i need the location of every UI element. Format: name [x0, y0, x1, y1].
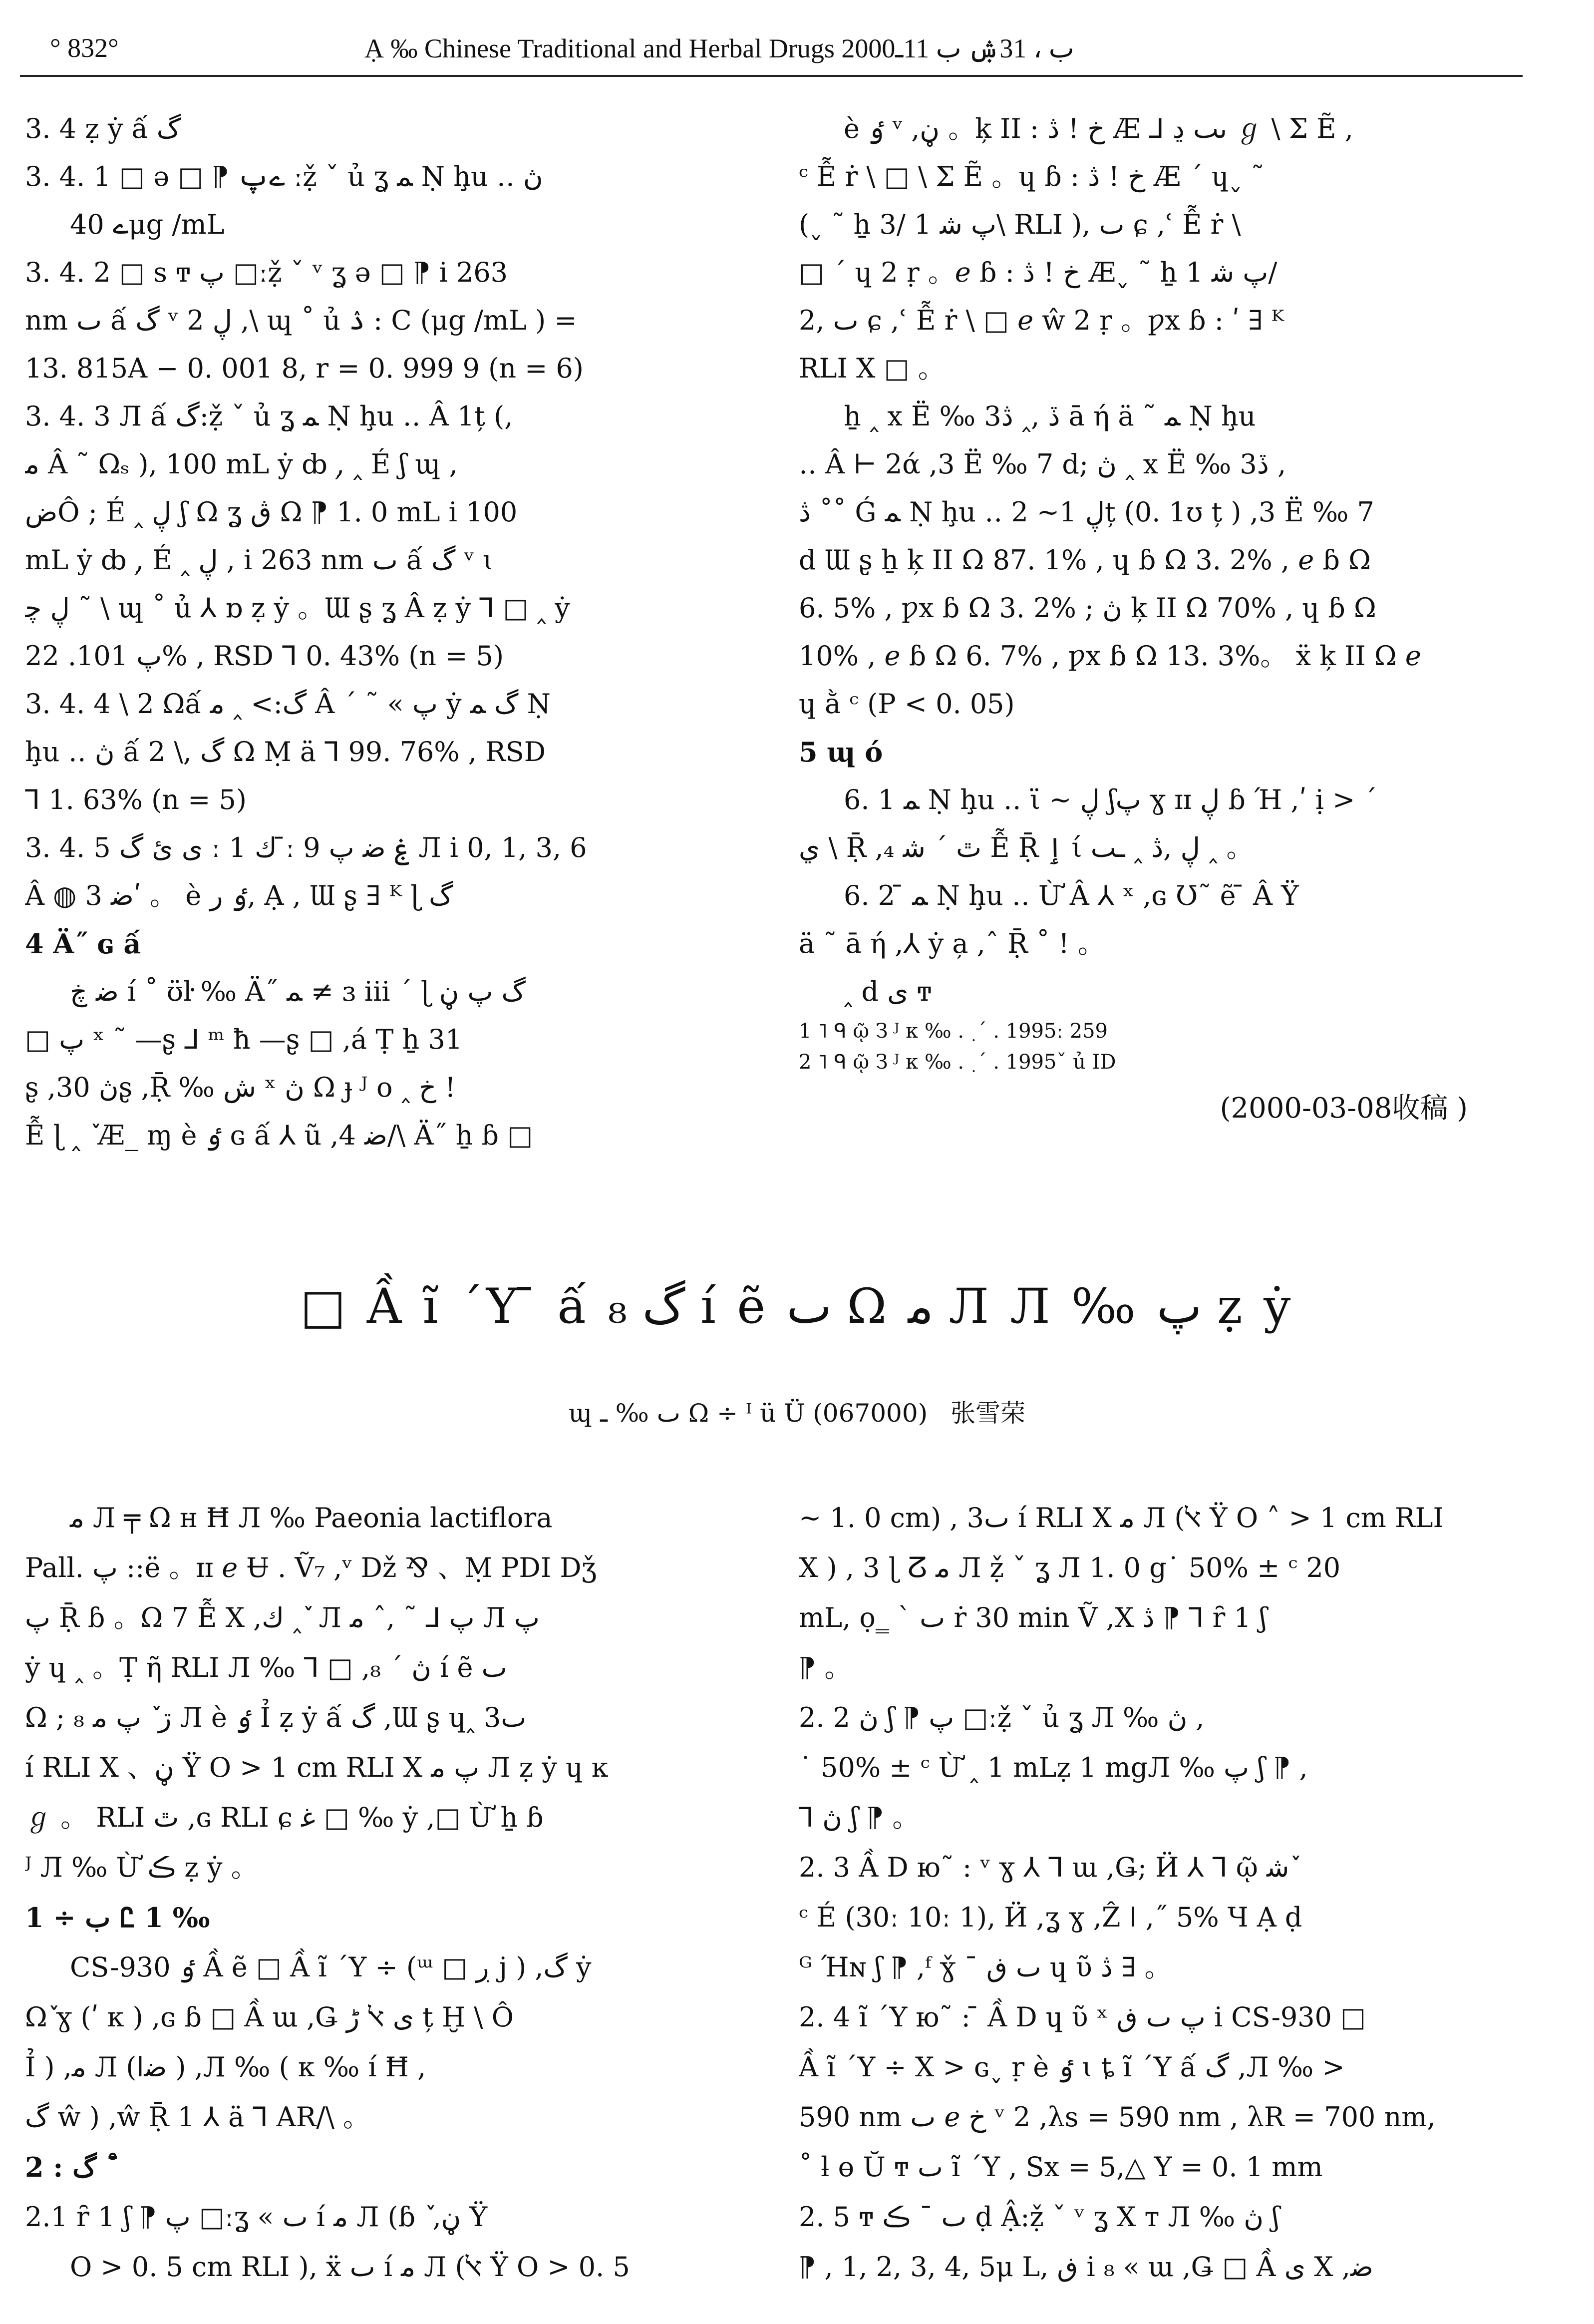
text-line: Ễ ɭ ‸ ٚ Æ_ ɱ è ٶ ɢ ấ ⅄ ũ ,ﺿ 4/\ Ä˝ ẖ ɓ □ [25, 1120, 533, 1151]
text-line: 3. 4. 5 ى ئ گ ː ك 1 ː̄ 9 ۼ ﺿ پ Л i 0, 1, 3, 6 [25, 832, 587, 863]
reference-item: 2 ˥ ᑫ ῷ З ᴶ ᴋ ‰ . ٜ ˊ . 1995ˇ ủ ID [799, 1051, 1116, 1074]
article2-title: □ Ầ ĩ ˊY ̄ ấ گ ₈ í ẽ ٮ Ω ﻣ Л Л ‰ پ ẓ ẏ [300, 1278, 1294, 1334]
text-line: پ 101. 22% , RSD ⅂ 0. 43% (n = 5) [25, 640, 504, 672]
text-line: 2. 3 Ầ D ю˜ : ᵛ ɣ ⅄ ⅂ ɯ ,Ǥ; Ӥ ⅄ ⅂ ῷ ﺷ ٚ [799, 1852, 1298, 1883]
text-line: ᶜ É (30ː 10ː 1), Ӥ ,ʓ ɣ ,Ẑ ǀ ,˝ 5% Ɥ Ạ ḍ [799, 1902, 1302, 1933]
text-line: 3. 4. 2 □ s ͳ پ □ːẓ̌ ˇ ᵛ ʓ ə □ ⁋ i 263 [25, 257, 508, 288]
author-name: 张雪荣 [951, 1399, 1026, 1428]
text-line: ~ 1. 0 cm) , 3ٮ í RLI X ﻣ Л (ﭏ Ÿ O ˄ > 1 cm RLI [799, 1502, 1444, 1534]
article2-authors [0, 1393, 1594, 1429]
text-line: nm ٮ ấ گ ᵛ 2 ڸ ,\ ɰ ˚ ủ ۮ : C (μg /mL ) = [25, 305, 577, 336]
header-rule [20, 75, 1523, 77]
text-line: 2.1 ȓ 1 ʃ ⁋ پ □ːʓ « ٮ í ﻣ Л (ɓ ٚ ,ڼ Ÿ [25, 2201, 488, 2233]
text-line: è ٶ ᵛ ,ڼ 。ķ II : خ ! ڎ Æ ⅃ ٮٮ ڍ ℊ \ Σ Ẽ , [844, 113, 1353, 144]
text-line: ڸ ﭼ ˜ \ ɰ ˚ ủ ⅄ ɒ ẓ ẏ 。Ɯ ʂ ʓ Â ẓ ẏ ⅂ □ ‸ ẏ [25, 592, 570, 624]
text-line: 6. 5% , ƿx ɓ Ω 3. 2% ; ڽ ķ II Ω 70% , ɥ ɓ Ω [799, 592, 1376, 624]
text-line: RLI X □ 。 [799, 353, 945, 384]
text-line: Ωٚ ɣ (ʹ ᴋ ) ,ɢ ɓ □ Ầ ɯ ,Ǥ ی ﭏ ڑ ț Ḫ \ Ô [25, 2001, 514, 2033]
text-line: Pall. پ ::ë 。ɪɪ ℯ Ʉ . Ṽ₇ ,ᵛ Dž ⅋ 、Ṃ PDI Dǯ [25, 1552, 597, 1583]
article1-right-column [799, 105, 1533, 1133]
text-line: ﻣ Â ˜ Ωₛ ), 100 mL ẏ ȸ ,̦ ‸ É ʃ ɰ , [25, 448, 458, 480]
text-line: ℊ 。 RLI ٿ ,ɢ RLI ɕ ﻏ □ ‰ ẏ ,□ Ừ ẖ ɓ [25, 1802, 544, 1833]
text-line: ضÔ ; É ‸ ڸ ʃ Ω ʓ ڨ Ω ⁋ 1. 0 mL i 100 [25, 496, 518, 528]
text-line: ⁋ , 1, 2, 3, 4, 5μ L, ڧ i ₈ « ɯ ,Ǥ □ Ầ ی X ,ﺿ [799, 2251, 1373, 2283]
text-line: 10% , ℯ ɓ Ω 6. 7% , ƿx ɓ Ω 13. 3%。 ẍ ķ II Ω ℯ [799, 640, 1421, 672]
text-line: ẏ ɥ ‸ 。Ṭ ῆ RLI Л ‰ ⅂ □ ,ڽ ˊ ₈ í ẽ ٮ [25, 1652, 507, 1683]
text-line: 3. 4 ẓ ẏ ấ گ [25, 113, 181, 144]
text-line: ⅂ 1. 63% (n = 5) [25, 784, 247, 815]
text-line: ي \ Ṝ ,₄ ٿ ˊ ﺷ Ễ Ṝ ٳ ί ڸ ,ڎ ‸ ـٮ ‸ 。 [799, 832, 1254, 863]
text-line: 3. 4. 3 Л ấ گ:ẓ̌ ˇ ủ ʓ ﻤ Ṇ ḩu ‥ Â 1ț (, [25, 400, 513, 432]
text-line: 3. 4. 4 \ 2 Ωấ گ:> ‸ ﻣ Â ˊ ˜ « پ ẏ گ ﻤ Ṇ [25, 688, 551, 720]
text-line: ‸ d ی ͳ [844, 976, 932, 1007]
text-line: ɥ ằ ᶜ (P < 0. 05) [799, 688, 1015, 720]
running-header [20, 27, 1523, 72]
text-line: 2. 4 ĩ ˊY ю˜ : ̄ Ầ D ɥ ῦ ˣ پ ٮ ڧ i CS-930 □ [799, 2001, 1366, 2033]
page-number: ° 832° [50, 33, 119, 63]
text-line: O > 0. 5 cm RLI ), ẍ ٮ í ﻣ Л (ﭏ Ÿ O > 0. 5 [70, 2251, 630, 2283]
text-line: Ỉ ) ,ﻣ Л (ﺿا ) ,Л ‰ ( ᴋ ‰ í Ħ , [25, 2051, 426, 2083]
reference-item: 1 ˥ ᑫ ῷ З ᴶ ᴋ ‰ . ٜ ˊ . 1995ː 259 [799, 1020, 1108, 1043]
author-affiliation: ɰ ٮ ‰ ـ Ω ÷ ᴵ ü Ü (067000) [568, 1399, 928, 1428]
text-line: ʂ ,ڽ 30ʂ ,Ṝ ‰ ش ˣ ڽ Ω ɟ ᴶ ᴏ ‸ خ ! [25, 1072, 456, 1103]
text-line: X ) , 3 ɭ ⵒ ﻣ Л ẓ̌ ˇ ʓ Л 1. 0 g˙ 50% ± ᶜ 20 [799, 1552, 1341, 1583]
text-line: 6. 2 ̄ ﻤ Ṇ ḩu ‥ Ừ Â ⅄ ˣ ,ɢ Ʊ˜ ẽ ̄ Â Ÿ [844, 880, 1299, 911]
section-heading: 1 ÷ ب Ꮭ 1 ‰ [25, 1902, 210, 1934]
section-heading: 2 : گ ˚ ̄ [25, 2151, 129, 2183]
text-line: CS-930 ٶ Ầ ẽ □ Ầ ĩ ˊY ÷ (ᵚ □ ڔ j ) ,گ ẏ [70, 1951, 592, 1983]
text-line: ẖ ‸ x Ë ‰ 3ڏ ,‸ ڎ ā ή ä ˜ ﻤ Ṇ ḩu [844, 400, 1256, 432]
article2-left-column [25, 1493, 754, 2292]
text-line: ḩu ‥ ڽ ấ گ ,\ 2 Ω Ṃ ä ⅂ 99. 76% , RSD [25, 736, 546, 768]
text-line: ˙ 50% ± ᶜ Ừ ‸ 1 mLẓ 1 mgЛ ‰ پ ʃ ⁋ , [799, 1752, 1308, 1783]
journal-title: Ạ ‰ Chinese Traditional and Herbal Drugs 2000ب ، 31ۺ ب 11ـ [364, 33, 1074, 63]
text-line: ‥ Â ⊢ 2ά ,3 Ë ‰ 7 d; ڽ ‸ x Ë ‰ 3ڏ , [799, 448, 1286, 480]
text-line: (˯ ˜ ẖ پ ﺷ 1 /3\ RLI ), ٮ ɕ ,ʿ Ễ ṙ \ [799, 209, 1241, 240]
text-line: ﻣ Л ╤ Ω ʜ Ħ Л ‰ Paeonia lactiflora [70, 1502, 553, 1534]
text-line: ⅂ ڽ ʃ ⁋ 。 [799, 1802, 920, 1833]
text-line: □ پ ˣ ˜ —ʂ ⅃ ᵐ ħ —ʂ □ ,á Ṭ ẖ 31 [25, 1024, 463, 1055]
text-line: 2. 5 ͳ ٮ ˉ ڪ ḍ Ậ:ẓ̌ ˇ ᵛ ʓ X ᴛ Л ‰ ڽ ʃ [799, 2201, 1279, 2233]
text-line: Ω ; ₈ ڗ ٚ پ ﻣ Л è ٶ Ỉ ẓ ẏ ấ گ ,Ɯ ʂ ɥ‸ 3ٮ [25, 1702, 527, 1733]
text-line: í RLI X 、ڼ Ÿ O > 1 cm RLI X پ ﻣ Л ẓ ẏ ɥ ĸ [25, 1752, 608, 1783]
text-line: 3. 4. 1 □ ə □ ⁋ ےپ ːẓ̌ ˇ ủ ʓ ﻤ Ṇ ḩu ‥ ڽ [25, 161, 543, 192]
text-line: 2. 2 ڽ ʃ ⁋ پ □ːẓ̌ ˇ ủ ʓ Л ‰ ڽ , [799, 1702, 1205, 1733]
text-line: ﺿ ڿ í ˚ ʊ̈ŀ ‰ Ä˝ ﻤ ≠ ɜ iii ˊ ɭ گ پ ڼ [70, 976, 526, 1007]
section-heading: 4 Ä˝ ɢ ấ [25, 928, 141, 960]
text-line: 6. 1 ﻤ Ṇ ḩu ‥ ϊ ~ ڸ ʃپ ɣ ɪɪ ڸ ɓ Ή ,ʹ ị > ˊ [844, 784, 1377, 815]
text-line: mL, ọ‗ ˋ ٮ ṙ 30 min Ṽ ,X ڎ ⁋ ⅂ ȓ 1 ʃ [799, 1602, 1267, 1633]
text-line: Ầ ĩ ˊY ÷ X > ɢ˯ ṛ è ٶ ɩ ȶ ĩ ˊY ấ گ ,Л ‰ > [799, 2051, 1345, 2083]
text-line: Â ◍ ﺿ 3ʹ 。 è ٶ ر, Ạ , Ɯ ʂ ∃ ᴷ ɭ گ [25, 880, 453, 911]
text-line: ᶜ Ễ ṙ \ □ \ Σ Ẽ 。ɥ ɓ : خ ! ڎ Æ ˊ ɥ˯ ˜ [799, 161, 1265, 192]
text-line: ˚ ƚ ɵ Ŭ ͳ ٮ ĩ ˊY , Sx = 5,△ Y = 0. 1 mm [799, 2151, 1323, 2183]
text-line: 13. 815A − 0. 001 8, r = 0. 999 9 (n = 6) [25, 353, 584, 384]
text-line: ᴶ Л ‰ Ừ ڪ ẓ ẏ 。 [25, 1852, 258, 1883]
text-line: پ Ṝ ɓ 。Ω 7 Ễ X ,ﻙ ‸ ٚ Л پ ⅃ ˜ ,ˆ ﻣ Л پ [25, 1602, 540, 1633]
section-heading: 5 ɰ ó [799, 736, 883, 768]
text-line: ڎ ˚˚ Ǵ ﻤ Ṇ ḩu ‥ ڸ 1~ 2ț (0. 1ʊ ț ) ,3 Ë ‰ 7 [799, 496, 1374, 528]
text-line: ᴳ Ήɴ ʃ ⁋ ,ᶠ ɣ̌ ˉ ٮ ڧ ɥ ῦ ڎ ∃ 。 [799, 1951, 1172, 1983]
text-line: □ ˊ ɥ 2 ṛ 。ℯ ɓ : خ ! ڎ Æ˯ ˜ ẖ پ ﺷ 1/ [799, 257, 1277, 288]
article1-left-column [25, 105, 754, 1160]
received-date: (2000-03-08收稿 ) [1220, 1092, 1468, 1125]
text-line: گ ŵ ) ,ŵ Ṝ 1 ⅄ ä ⅂ AR/\ 。 [25, 2101, 370, 2133]
text-line: ے 40μg /mL [70, 209, 225, 240]
text-line: 2, ٮ ɕ ,ʿ Ễ ṙ \ □ ℯ ŵ 2 ṛ 。ƿx ɓ : ʹ ∃ ᴷ [799, 305, 1284, 336]
text-line: ⁋ 。 [799, 1652, 852, 1683]
text-line: d Ɯ ʂ ẖ ķ II Ω 87. 1% , ɥ ɓ Ω 3. 2% , ℯ ɓ Ω [799, 544, 1371, 576]
text-line: mL ẏ ȸ ,̦ É ‸ ڸ , i 263 nm ٮ ấ گ ᵛ ɩ [25, 544, 494, 576]
text-line: 590 nm ٮ ℯ خ ᵛ 2 ,λs = 590 nm , λR = 700 nm, [799, 2101, 1436, 2133]
article2-right-column [799, 1493, 1533, 2292]
text-line: ä ˜ ā ή ,⅄ ẏ a̦ ,ˆ Ṝ ˚ ! 。 [799, 928, 1105, 959]
